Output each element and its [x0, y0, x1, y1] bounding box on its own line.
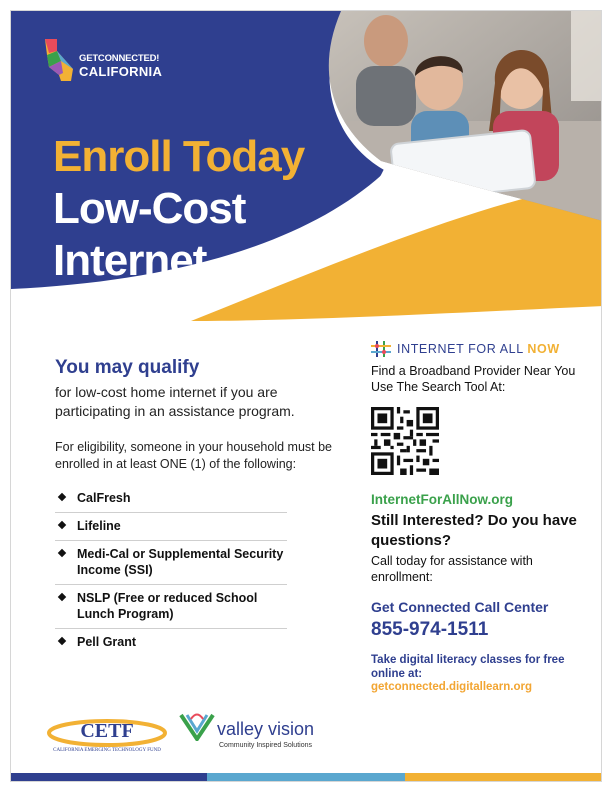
call-center-name: Get Connected Call Center — [371, 599, 549, 615]
getconnected-california-logo — [41, 37, 181, 97]
headline — [53, 131, 373, 287]
call-center-phone[interactable]: 855-974-1511 — [371, 619, 489, 640]
valley-vision-name: valley vision — [217, 719, 315, 739]
find-provider-text: Find a Broadband Provider Near You Use The Search Tool At: — [371, 364, 576, 394]
bottom-color-bar — [11, 773, 602, 781]
valley-vision-logo — [179, 711, 349, 755]
ifan-wordmark — [397, 342, 560, 356]
program-item-calfresh — [55, 485, 287, 513]
program-label: Medi-Cal or Supplemental Security Income (SSI) — [77, 547, 284, 577]
program-label: Pell Grant — [77, 635, 137, 649]
cetf-full-name: CALIFORNIA EMERGING TECHNOLOGY FUND — [53, 748, 161, 753]
flyer-sheet — [10, 10, 602, 782]
still-interested-heading: Still Interested? Do you have questions? — [371, 512, 577, 549]
eligibility-text: For eligibility, someone in your household must be enrolled in at least ONE (1) of the following: — [55, 440, 332, 471]
qr-code-icon[interactable] — [371, 407, 439, 475]
internet-for-all-now-link[interactable]: InternetForAllNow.org — [371, 492, 513, 507]
program-item-nslp — [55, 585, 287, 629]
valley-vision-tagline: Community Inspired Solutions — [219, 742, 312, 749]
call-today-text: Call today for assistance with enrollment: — [371, 554, 533, 584]
diamond-bullet-icon — [58, 521, 66, 529]
diamond-bullet-icon — [58, 593, 66, 601]
bar-segment-navy — [11, 773, 207, 781]
diamond-bullet-icon — [58, 549, 66, 557]
program-item-lifeline — [55, 513, 287, 541]
program-item-medi-cal — [55, 541, 287, 585]
program-label: CalFresh — [77, 491, 131, 505]
program-label: Lifeline — [77, 519, 121, 533]
qualify-section — [55, 357, 345, 656]
qualify-title: You may qualify — [55, 357, 200, 378]
cetf-logo — [45, 709, 175, 759]
headline-low-cost: Low-Cost — [53, 184, 246, 233]
internet-for-all-now-logo — [371, 341, 591, 357]
cetf-swoosh-icon — [45, 709, 175, 759]
brand-line-1: GETCONNECTED! — [79, 53, 160, 64]
digital-learn-link[interactable]: getconnected.digitallearn.org — [371, 681, 533, 693]
program-list — [55, 485, 287, 656]
headline-internet: Internet — [53, 236, 207, 285]
diamond-bullet-icon — [58, 637, 66, 645]
valley-vision-leaf-icon — [179, 711, 215, 741]
digital-literacy-text: Take digital literacy classes for free online at: — [371, 654, 565, 680]
bar-segment-blue — [207, 773, 405, 781]
ifan-now: NOW — [527, 342, 560, 356]
cetf-name: CETF — [80, 720, 134, 742]
program-item-pell-grant — [55, 629, 287, 656]
qualify-subtitle: for low-cost home internet if you are participating in an assistance program. — [55, 384, 295, 419]
california-state-puzzle-icon — [41, 37, 77, 83]
headline-enroll: Enroll Today — [53, 132, 305, 181]
brand-text — [79, 52, 162, 78]
hashtag-dots-icon — [371, 341, 391, 357]
brand-line-2: CALIFORNIA — [79, 64, 163, 79]
program-label: NSLP (Free or reduced School Lunch Program) — [77, 591, 258, 621]
bar-segment-gold — [405, 773, 602, 781]
diamond-bullet-icon — [58, 493, 66, 501]
ifan-prefix: INTERNET FOR ALL — [397, 342, 528, 356]
provider-section — [371, 341, 591, 693]
